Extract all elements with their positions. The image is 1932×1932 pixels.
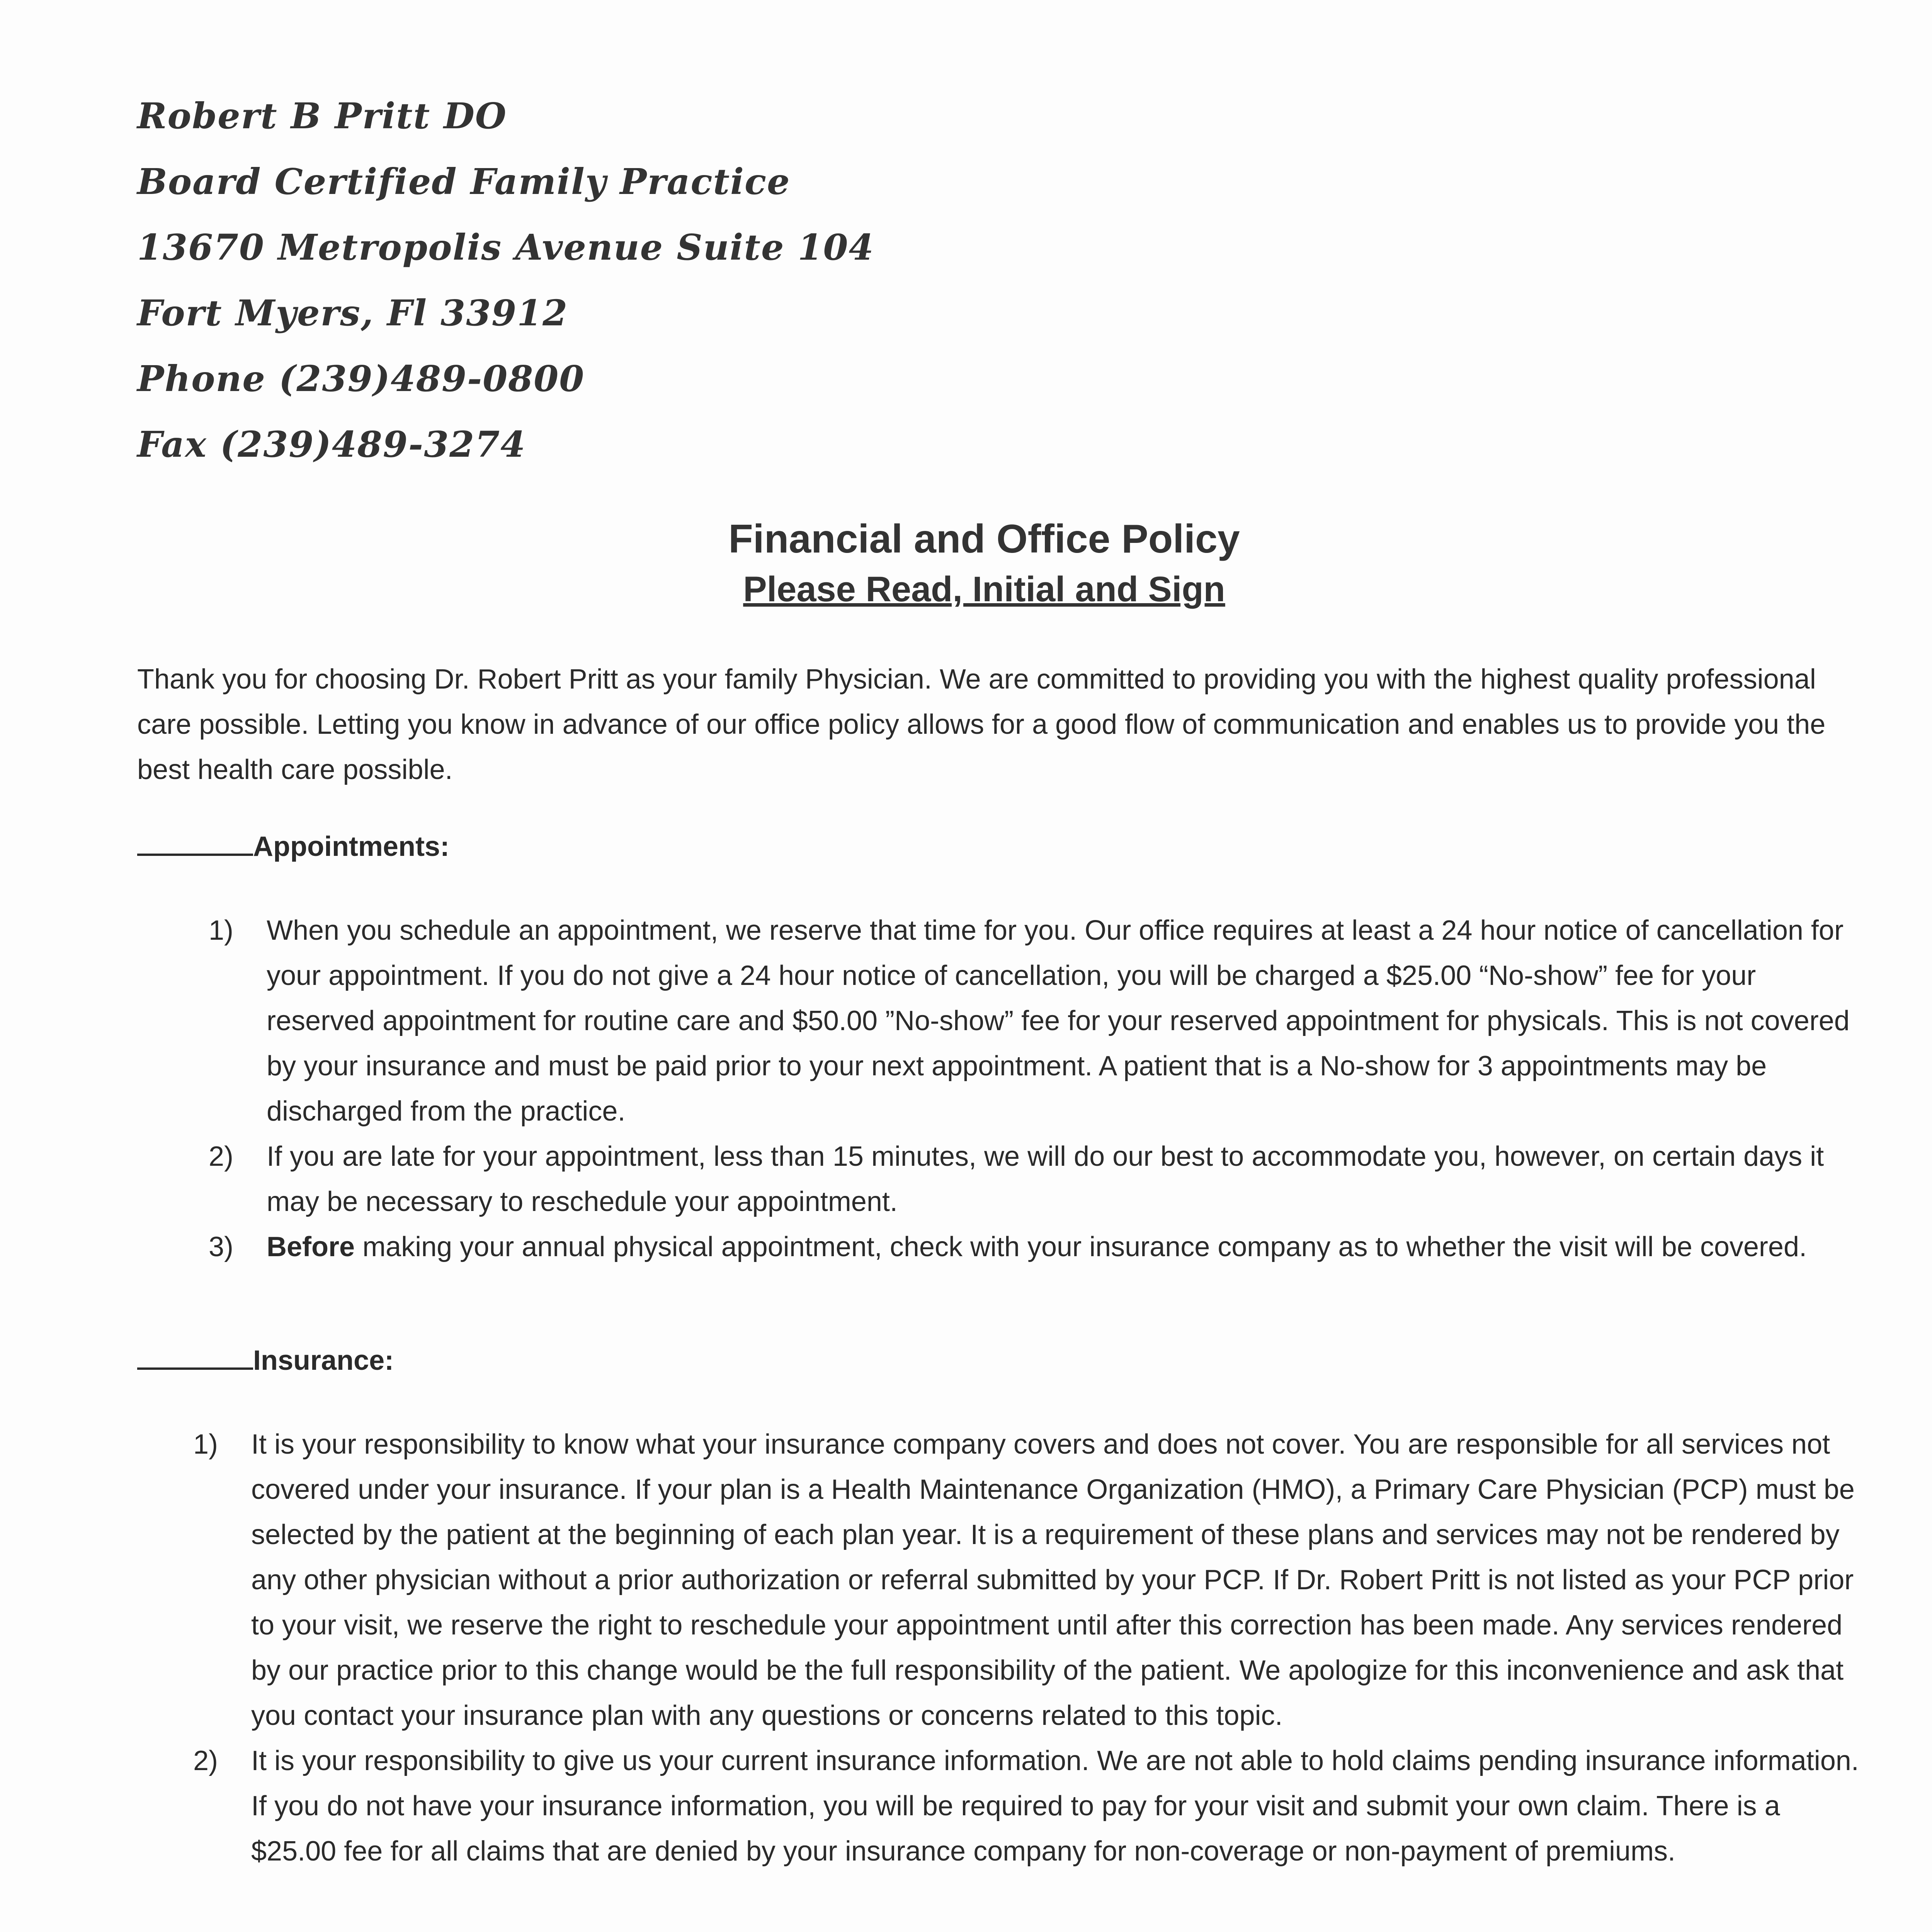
list-item [193,1738,1870,1874]
item-text: It is your responsibility to give us your current insurance information. We are not able to hold claims pending insurance information. If you do not have your insurance information, you will be required to pay for your visit and submit your own claim. There is a $25.00 fee for all claims that are denied by your insurance company for non-coverage or non-payment of premiums. [251,1745,1859,1867]
phone-number: Phone (239)489-0800 [137,358,585,400]
insurance-list [193,1422,1870,1874]
appointments-list [209,908,1859,1270]
letterhead [137,83,874,477]
list-item [209,1225,1859,1270]
item-bold-lead: Before [267,1231,355,1262]
appointments-heading [137,831,449,862]
intro-paragraph: Thank you for choosing Dr. Robert Pritt as your family Physician. We are committed to providing you with the highest quality professional care possible. Letting you know in advance of our office policy allows for a good flow of communication and enables us to provide you the best health care possible. [137,664,1826,785]
item-number: 1) [209,915,234,946]
initial-line[interactable] [137,854,253,856]
item-text: When you schedule an appointment, we reserve that time for you. Our office requires at least a 24 hour notice of cancellation for your appointment. If you do not give a 24 hour notice of cancellation, you will be charged a $25.00 “No-show” fee for your reserved appointment for routine care and $50.00 ”No-show” fee for your reserved appointment for physicals. This is not covered by your insurance and must be paid prior to your next appointment. A patient that is a No-show for 3 appointments may be discharged from the practice. [267,915,1850,1127]
appointments-heading-label: Appointments: [253,831,449,862]
insurance-heading-label: Insurance: [253,1345,394,1376]
insurance-heading [137,1345,394,1376]
list-item [209,1134,1859,1225]
address-street: 13670 Metropolis Avenue Suite 104 [137,226,874,268]
initial-line[interactable] [137,1367,253,1370]
item-text: If you are late for your appointment, less than 15 minutes, we will do our best to accommodate you, however, on certain days it may be necessary to reschedule your appointment. [267,1141,1824,1217]
doctor-name: Robert B Pritt DO [137,95,507,137]
item-text: It is your responsibility to know what your insurance company covers and does not cover. You are responsible for all services not covered under your insurance. If your plan is a Health Maintenance Organization (HMO), a Primary Care Physician (PCP) must be selected by the patient at the beginning of each plan year. It is a requirement of these plans and services may not be rendered by any other physician without a prior authorization or referral submitted by your PCP. If Dr. Robert Pritt is not listed as your PCP prior to your visit, we reserve the right to reschedule your appointment until after this correction has been made. Any services rendered by our practice prior to this change would be the full responsibility of the patient. We apologize for this inconvenience and ask that you contact your insurance plan with any questions or concerns related to this topic. [251,1429,1855,1731]
list-item [193,1422,1870,1738]
list-item [209,908,1859,1134]
item-text: making your annual physical appointment, check with your insurance company as to whether the visit will be covered. [355,1231,1807,1262]
item-number: 2) [193,1745,218,1776]
practice-specialty: Board Certified Family Practice [137,161,791,202]
item-number: 2) [209,1141,234,1172]
title-block [0,514,1932,614]
page-title: Financial and Office Policy [728,517,1240,561]
fax-number: Fax (239)489-3274 [137,423,526,465]
address-city: Fort Myers, Fl 33912 [137,292,568,334]
page-subtitle: Please Read, Initial and Sign [743,570,1225,609]
item-number: 3) [209,1231,234,1262]
item-number: 1) [193,1429,218,1460]
